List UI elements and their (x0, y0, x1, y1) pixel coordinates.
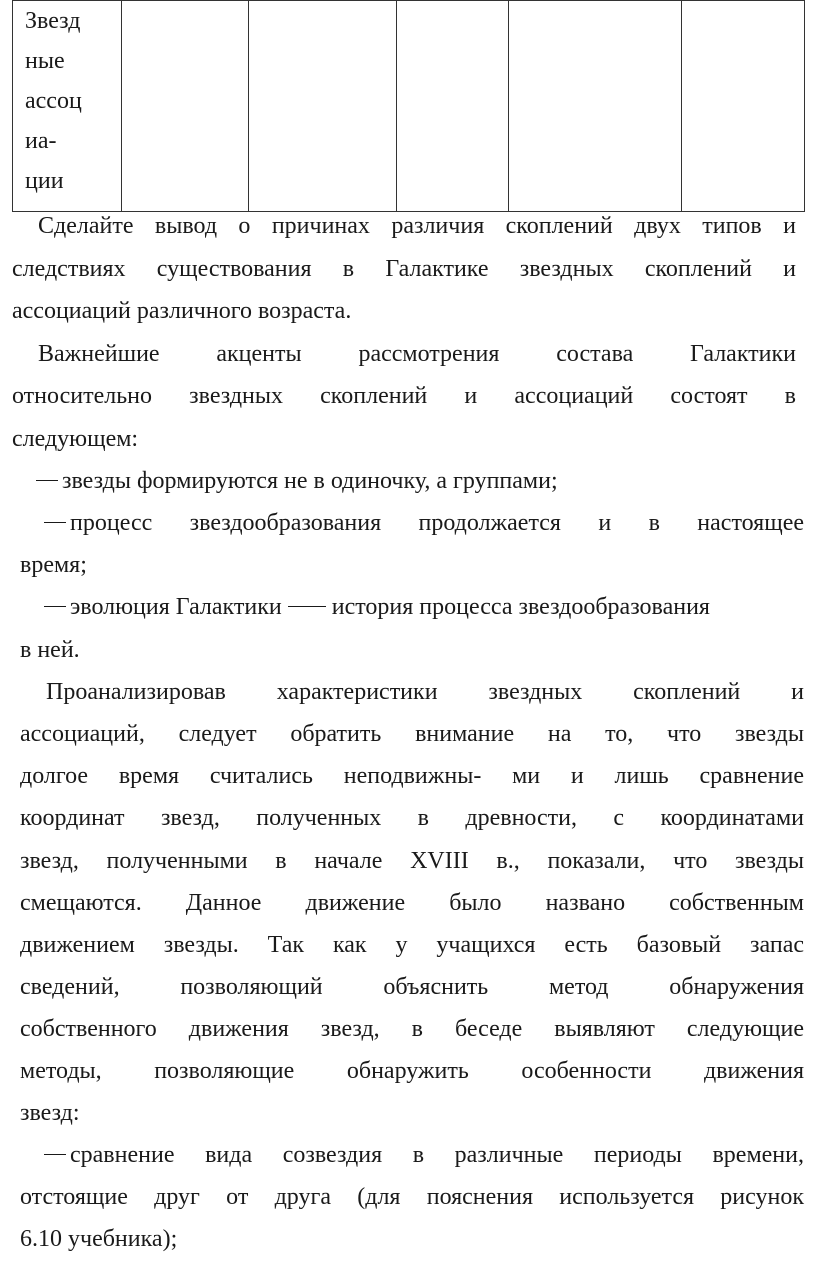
paragraph-line: Проанализировав характеристики звездных скоплений и (46, 679, 804, 705)
dash-bullet (36, 480, 58, 481)
dash-bullet (44, 606, 66, 607)
paragraph-line: относительно звездных скоплений и ассоциаций состоят в (12, 383, 796, 409)
paragraph-line: движением звезды. Так как у учащихся есть базовый запас (20, 932, 804, 958)
dash-bullet (44, 522, 66, 523)
list-item-continuation: время; (20, 552, 87, 578)
list-item-text: эволюция Галактики (70, 594, 282, 620)
table-cell (249, 1, 397, 212)
list-item-continuation: отстоящие друг от друга (для пояснения используется рисунок (20, 1184, 804, 1210)
paragraph-line: долгое время считались неподвижны- ми и лишь сравнение (20, 763, 804, 789)
paragraph-line: смещаются. Данное движение было названо собственным (20, 890, 804, 916)
list-item (44, 1142, 804, 1169)
paragraph-line: ассоциаций, следует обратить внимание на то, что звезды (20, 721, 804, 747)
row-header-line: ции (25, 168, 64, 194)
paragraph-line: звезд: (20, 1100, 80, 1126)
paragraph-line: координат звезд, полученных в древности, с координатами (20, 805, 804, 831)
row-header-line: иа- (25, 128, 57, 154)
comparison-table (12, 0, 805, 212)
row-header-line: Звезд (25, 8, 81, 34)
list-item-continuation: 6.10 учебника); (20, 1226, 178, 1252)
paragraph-line: методы, позволяющие обнаружить особенности движения (20, 1058, 804, 1084)
paragraph-line: Сделайте вывод о причинах различия скоплений двух типов и (38, 213, 796, 239)
list-item (44, 594, 710, 621)
paragraph-line: следующем: (12, 426, 139, 452)
paragraph-line: звезд, полученными в начале XVIII в., показали, что звезды (20, 848, 804, 874)
paragraph-line: следствиях существования в Галактике звездных скоплений и (12, 256, 796, 282)
table-cell (682, 1, 805, 212)
list-item (36, 468, 558, 495)
paragraph-line: собственного движения звезд, в беседе выявляют следующие (20, 1016, 804, 1042)
table-cell (509, 1, 682, 212)
list-item-text: процесс звездообразования продолжается и в настоящее (70, 510, 804, 536)
list-item-text: звезды формируются не в одиночку, а группами; (62, 468, 558, 494)
em-dash (288, 606, 326, 607)
row-header-cell (13, 1, 122, 212)
list-item-text: сравнение вида созвездия в различные периоды времени, (70, 1142, 804, 1168)
table-cell (397, 1, 509, 212)
row-header-line: ассоц (25, 88, 82, 114)
paragraph-line: ассоциаций различного возраста. (12, 298, 352, 324)
list-item (44, 510, 804, 537)
table-cell (122, 1, 249, 212)
list-item-continuation: в ней. (20, 637, 80, 663)
list-item-text: история процесса звездообразования (331, 594, 710, 620)
paragraph-line: сведений, позволяющий объяснить метод обнаружения (20, 974, 804, 1000)
row-header-line: ные (25, 48, 65, 74)
paragraph-line: Важнейшие акценты рассмотрения состава Галактики (38, 341, 796, 367)
table-row (13, 1, 805, 212)
dash-bullet (44, 1154, 66, 1155)
